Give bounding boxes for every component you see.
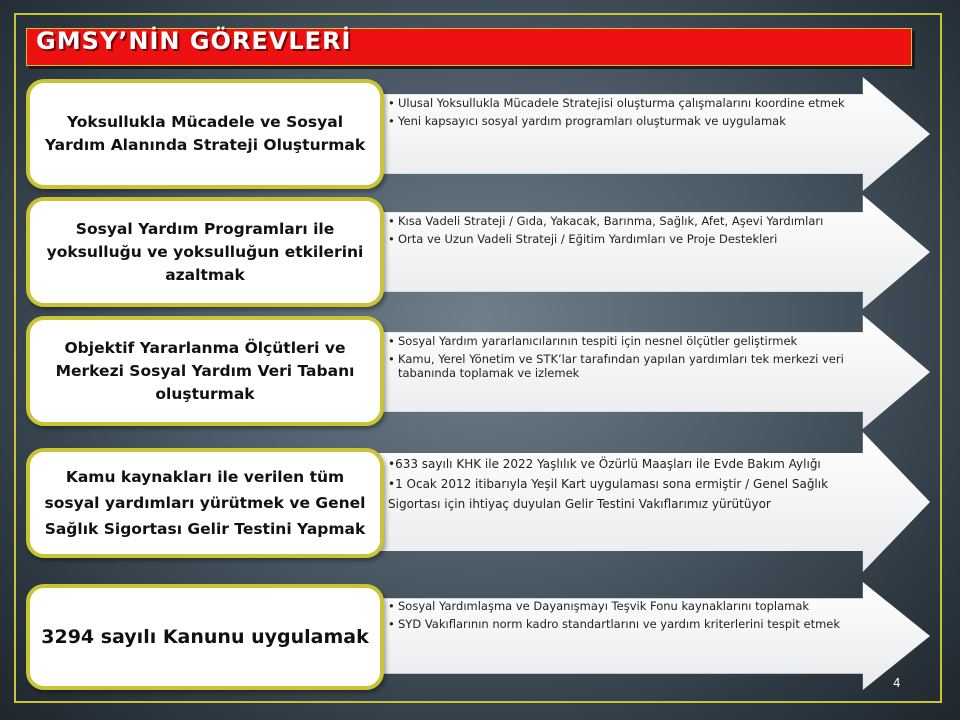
row-1-heading: Yoksullukla Mücadele ve Sosyal Yardım Alanında Strateji Oluşturmak: [44, 113, 366, 154]
row-4-bullet-2: •1 Ocak 2012 itibarıyla Yeşil Kart uygulaması sona ermiştir / Genel Sağlık Sigortası için ihtiyaç duyulan Gelir Testini Vakıflarımız yürütüyor: [388, 477, 829, 511]
row-4-heading: Kamu kaynakları ile verilen tüm sosyal yardımları yürütmek ve Genel Sağlık Sigortası Gelir Testini Yapmak: [44, 468, 366, 538]
row-5-bullet-1: • Sosyal Yardımlaşma ve Dayanışmayı Teşvik Fonu kaynaklarını toplamak: [386, 599, 886, 613]
row-4-bullet-1: •633 sayılı KHK ile 2022 Yaşlılık ve Özürlü Maaşları ile Evde Bakım Aylığı: [388, 457, 821, 471]
slide-title: GMSY’NİN GÖREVLERİ: [36, 27, 352, 55]
row-2-bullet-1: • Kısa Vadeli Strateji / Gıda, Yakacak, Barınma, Sağlık, Afet, Aşevi Yardımları: [386, 214, 886, 228]
row-4-bullets: [388, 454, 866, 514]
row-3-bullet-2: • Kamu, Yerel Yönetim ve STK’lar tarafından yapılan yardımları tek merkezi veri tabanında toplamak ve izlemek: [386, 352, 886, 380]
row-2-heading-box: [26, 197, 384, 307]
row-5-bullet-2: • SYD Vakıflarının norm kadro standartlarını ve yardım kriterlerini tespit etmek: [386, 617, 886, 631]
row-5-heading-box: [26, 584, 384, 690]
page-number: 4: [893, 676, 901, 690]
row-5-bullets: [386, 599, 886, 635]
row-3-bullets: [386, 334, 886, 384]
row-3-heading-box: [26, 316, 384, 426]
row-2-bullet-2: • Orta ve Uzun Vadeli Strateji / Eğitim Yardımları ve Proje Destekleri: [386, 232, 886, 246]
row-3-bullet-1: • Sosyal Yardım yararlanıcılarının tespiti için nesnel ölçütler geliştirmek: [386, 334, 886, 348]
row-4-heading-box: [26, 448, 384, 558]
row-1-bullet-2: • Yeni kapsayıcı sosyal yardım programları oluşturmak ve uygulamak: [386, 114, 886, 128]
row-1-bullets: [386, 96, 886, 132]
row-2-bullets: [386, 214, 886, 250]
row-1-heading-box: [26, 79, 384, 189]
row-1-bullet-1: • Ulusal Yoksullukla Mücadele Stratejisi oluşturma çalışmalarını koordine etmek: [386, 96, 886, 110]
row-3-heading: Objektif Yararlanma Ölçütleri ve Merkezi Sosyal Yardım Veri Tabanı oluşturmak: [55, 338, 355, 403]
row-2-heading: Sosyal Yardım Programları ile yoksulluğu ve yoksulluğun etkilerini azaltmak: [46, 219, 364, 284]
row-5-heading: 3294 sayılı Kanunu uygulamak: [41, 625, 369, 648]
row-2-arrow: [370, 195, 930, 309]
